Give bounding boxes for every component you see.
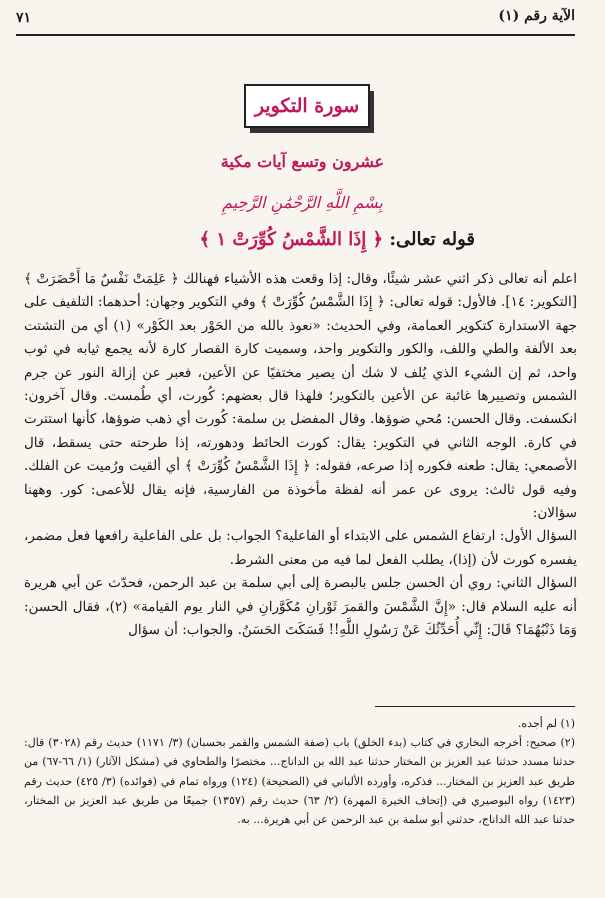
verse-heading — [200, 229, 475, 250]
surah-title-frame — [244, 84, 370, 128]
footnote-2: (٢) صحيح: أخرجه البخاري في كتاب (بدء الخلق) باب (صفة الشمس والقمر بحسبان) (٣/ ١١٧١) حديث رقم (٣٠٢٨) قال: حدثنا مسدد حدثنا عبد العزيز بن المختار حدثنا عبد الله بن الداناج... مختصرًا والطحاوي في (مشكل الآثار) (١/ ٦٦-٦٧) من طريق عبد العزيز بن المختار... فذكره، وأورده الألباني في (الصحيحة) (١٢٤) ورواه تمام في (فوائده) (٣/ ٤٢٥) حديث رقم (١٤٢٣) رواه البوصيري في (إتحاف الخيرة المهرة) (٢/ ٦٣) حديث رقم (١٣٥٧) جميعًا من طريق عبد العزيز بن المختار، حدثنا عبد الله الداناج، حدثني أبو سلمة بن عبد الرحمن عن أبي هريرة... به. — [24, 736, 576, 827]
verse-text: ﴿ إِذَا الشَّمْسُ كُوِّرَتْ ١ ﴾ — [199, 229, 384, 250]
commentary-paragraph-3: السؤال الثاني: روي أن الحسن جلس بالبصرة إلى أبي سلمة بن عبد الرحمن، فحدّث عن أبي هريرة أنه عليه السلام قال: «إِنَّ الشَّمْسَ والقمرَ ثَوْرانِ مُكَوَّرانِ في النار يوم القيامة» (٢)، فقال الحسن: وَمَا ذَنْبُهُمَا؟ قَالَ: إِنِّي أُحَدِّثُكَ عَنْ رَسُولِ اللَّهِ!! فَسَكَتَ الحَسَنُ. والجواب: أن سؤال — [24, 575, 577, 639]
surah-title-box — [244, 84, 374, 136]
footnotes — [24, 714, 575, 829]
commentary-paragraph-2: السؤال الأول: ارتفاع الشمس على الابتداء أو الفاعلية؟ الجواب: بل على الفاعلية رافعها فعل مضمر، يفسره كورت لأن (إذا)، يطلب الفعل لما فيه من معنى الشرط. — [24, 528, 577, 568]
surah-title: سورة التكوير — [254, 95, 360, 117]
commentary-body — [24, 268, 577, 643]
basmala: بِسْمِ اللَّهِ الرَّحْمَٰنِ الرَّحِيمِ — [222, 193, 383, 212]
footnote-divider — [375, 706, 575, 707]
page-number: ٧١ — [16, 10, 32, 26]
surah-subtitle: عشرون وتسع آيات مكية — [220, 152, 385, 171]
commentary-paragraph-1: اعلم أنه تعالى ذكر اثني عشر شيئًا، وقال: إذا وقعت هذه الأشياء فهنالك ﴿ عَلِمَتْ نَفْسٌ مَا أَحْضَرَتْ ﴾ [التكوير: ١٤]. فالأول: قوله تعالى: ﴿ إِذَا الشَّمْسُ كُوِّرَتْ ﴾ وفي التكوير وجهان: أحدهما: التلفيف على جهة الاستدارة كتكوير العمامة، وفي الحديث: «نعوذ بالله من الحَوْر بعد الكَوْر» (١) أي من التشتت بعد الألفة والطي واللف، والكور والتكوير واحد، وسميت كارة القصار كارة لأنه يجمع ثيابه في ثوب واحد، ثم إن الشيء الذي يُلف لا شك أن يصير مختفيًا عن الأعين، فعبر عن إزالة النور عن جرم الشمس وتصييرها غائبة عن الأعين بالتكوير؛ فلهذا قال بعضهم: كُورت، أي طُمست. وقال آخرون: انكسفت. وقال الحسن: مُحي ضوؤها. وقال المفضل بن سلمة: كُورت أي ذهب ضوؤها، كأنها استترت في كارة. الوجه الثاني في التكوير: يقال: كورت الحائط ودهورته، إذا طرحته حتى يسقط، قال الأصمعي: يقال: طعنه فكوره إذا صرعه، فقوله: ﴿ إِذَا الشَّمْسُ كُوِّرَتْ ﴾ أي ألقيت ورُميت عن الفلك. وفيه قول ثالث: يروى عن عمر أنه لفظة مأخوذة من الفارسية، فإنه يقال للأعمى: كور. وههنا سؤالان: — [24, 271, 578, 522]
footnote-1: (١) لم أجده. — [517, 717, 575, 730]
running-title: الآية رقم (١) — [498, 8, 575, 24]
page-header — [16, 8, 575, 36]
verse-intro: قوله تعالى: — [389, 229, 475, 250]
